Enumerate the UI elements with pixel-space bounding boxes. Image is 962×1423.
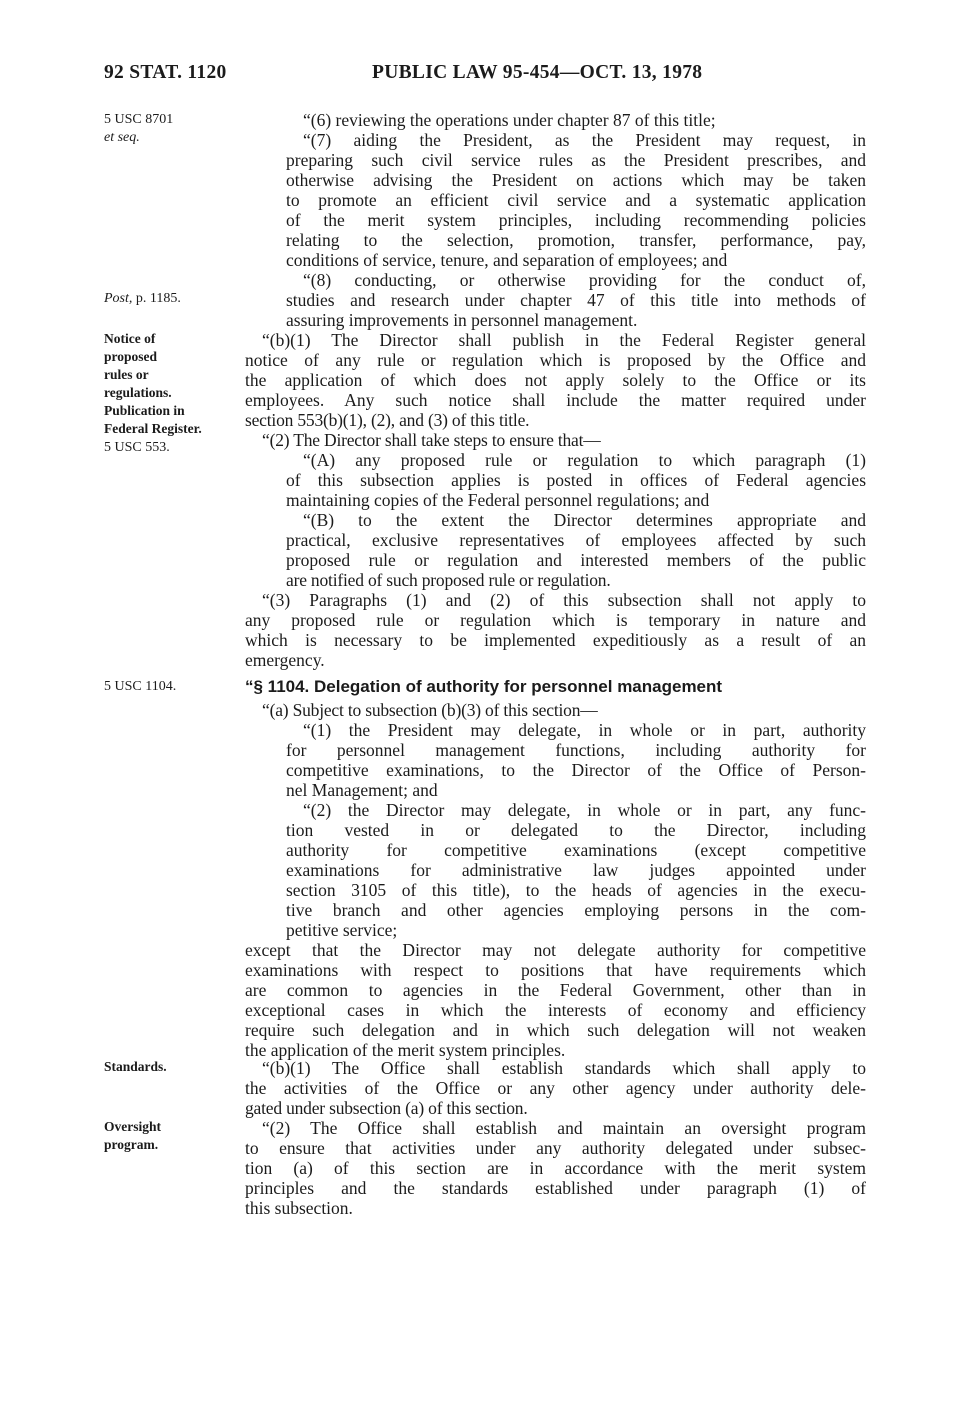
body-line: otherwise advising the President on actions which may be taken — [286, 170, 866, 190]
body-line: notice of any rule or regulation which is proposed by the Office and — [245, 350, 866, 370]
body-line: emergency. — [245, 650, 325, 670]
margin-note-notice-line: rules or — [104, 367, 149, 382]
body-line: “(b)(1) The Director shall publish in the Federal Register general — [262, 330, 866, 350]
body-line: exceptional cases in which the interests of economy and efficiency — [245, 1000, 866, 1020]
body-line: studies and research under chapter 47 of this title into methods of — [286, 290, 866, 310]
body-line: to ensure that activities under any authority delegated under subsec- — [245, 1138, 866, 1158]
margin-note-et-seq: et seq. — [104, 130, 140, 145]
body-line: maintaining copies of the Federal personnel regulations; and — [286, 490, 710, 510]
margin-note-oversight: Oversight — [104, 1119, 161, 1134]
body-line: competitive examinations, to the Director of the Office of Person- — [286, 760, 866, 780]
body-line: the application of which does not apply solely to the Office or its — [245, 370, 866, 390]
body-line: are notified of such proposed rule or regulation. — [286, 570, 611, 590]
body-line: practical, exclusive representatives of employees affected by such — [286, 530, 866, 550]
body-line: examinations for administrative law judges appointed under — [286, 860, 866, 880]
margin-note-oversight: program. — [104, 1137, 159, 1152]
margin-note-standards: Standards. — [104, 1059, 167, 1074]
margin-note-notice-line: regulations. — [104, 385, 172, 400]
body-line: “(7) aiding the President, as the President may request, in — [303, 130, 866, 150]
body-line: the activities of the Office or any other agency under authority dele- — [245, 1078, 866, 1098]
margin-note-usc-8701: 5 USC 8701 — [104, 112, 174, 127]
body-line: principles and the standards established under paragraph (1) of — [245, 1178, 866, 1198]
body-line: relating to the selection, promotion, transfer, performance, pay, — [286, 230, 866, 250]
body-line: section 3105 of this title), to the heads of agencies in the execu- — [286, 880, 866, 900]
body-line: “(3) Paragraphs (1) and (2) of this subsection shall not apply to — [262, 590, 866, 610]
body-line: any proposed rule or regulation which is temporary in nature and — [245, 610, 866, 630]
body-line: “(A) any proposed rule or regulation to which paragraph (1) — [303, 450, 866, 470]
body-line: “(6) reviewing the operations under chapter 87 of this title; — [303, 110, 716, 130]
margin-note-post — [104, 290, 181, 308]
margin-note-post-page: p. 1185. — [132, 291, 181, 306]
body-line: gated under subsection (a) of this section. — [245, 1098, 528, 1118]
body-line: assuring improvements in personnel management. — [286, 310, 638, 330]
body-line: preparing such civil service rules as the President prescribes, and — [286, 150, 866, 170]
body-line: “(a) Subject to subsection (b)(3) of this section— — [262, 700, 598, 720]
margin-note-notice-line: Publication in — [104, 403, 185, 418]
body-line: tion vested in or delegated to the Director, including — [286, 820, 866, 840]
body-line: this subsection. — [245, 1198, 353, 1218]
body-line: section 553(b)(1), (2), and (3) of this title. — [245, 410, 530, 430]
section-heading: “§ 1104. Delegation of authority for personnel management — [245, 677, 723, 696]
body-line: “(B) to the extent the Director determines appropriate and — [303, 510, 866, 530]
body-line: “(2) the Director may delegate, in whole or in part, any func- — [303, 800, 866, 820]
margin-note-notice-line: Notice of — [104, 331, 156, 346]
body-line: are common to agencies in the Federal Government, other than in — [245, 980, 866, 1000]
margin-note-usc-1104: 5 USC 1104. — [104, 679, 177, 694]
body-line: “(8) conducting, or otherwise providing for the conduct of, — [303, 270, 866, 290]
body-line: of this subsection applies is posted in offices of Federal agencies — [286, 470, 866, 490]
body-line: which is necessary to be implemented expeditiously as a result of an — [245, 630, 866, 650]
body-line: for personnel management functions, including authority for — [286, 740, 866, 760]
body-line: “(2) The Director shall take steps to ensure that— — [262, 430, 601, 450]
body-line: “(1) the President may delegate, in whole or in part, authority — [303, 720, 866, 740]
statute-page-number: 92 STAT. 1120 — [104, 62, 227, 83]
body-line: conditions of service, tenure, and separation of employees; and — [286, 250, 728, 270]
margin-note-post-prefix: Post, — [104, 291, 133, 306]
body-line: the application of the merit system principles. — [245, 1040, 566, 1060]
margin-note-usc-553: 5 USC 553. — [104, 440, 170, 455]
body-line: except that the Director may not delegate authority for competitive — [245, 940, 866, 960]
running-header: PUBLIC LAW 95-454—OCT. 13, 1978 — [372, 62, 703, 83]
body-line: of the merit system principles, including recommending policies — [286, 210, 866, 230]
body-line: tive branch and other agencies employing persons in the com- — [286, 900, 866, 920]
body-line: employees. Any such notice shall include the matter required under — [245, 390, 866, 410]
body-line: “(2) The Office shall establish and maintain an oversight program — [262, 1118, 866, 1138]
body-line: examinations with respect to positions that have requirements which — [245, 960, 866, 980]
margin-note-notice-line: Federal Register. — [104, 421, 202, 436]
body-line: “(b)(1) The Office shall establish standards which shall apply to — [262, 1058, 866, 1078]
body-line: nel Management; and — [286, 780, 438, 800]
body-line: require such delegation and in which such delegation will not weaken — [245, 1020, 866, 1040]
body-line: authority for competitive examinations (except competitive — [286, 840, 866, 860]
body-line: to promote an efficient civil service and a systematic application — [286, 190, 866, 210]
margin-note-notice-line: proposed — [104, 349, 158, 364]
body-line: petitive service; — [286, 920, 398, 940]
body-line: proposed rule or regulation and interested members of the public — [286, 550, 866, 570]
body-line: tion (a) of this section are in accordance with the merit system — [245, 1158, 866, 1178]
